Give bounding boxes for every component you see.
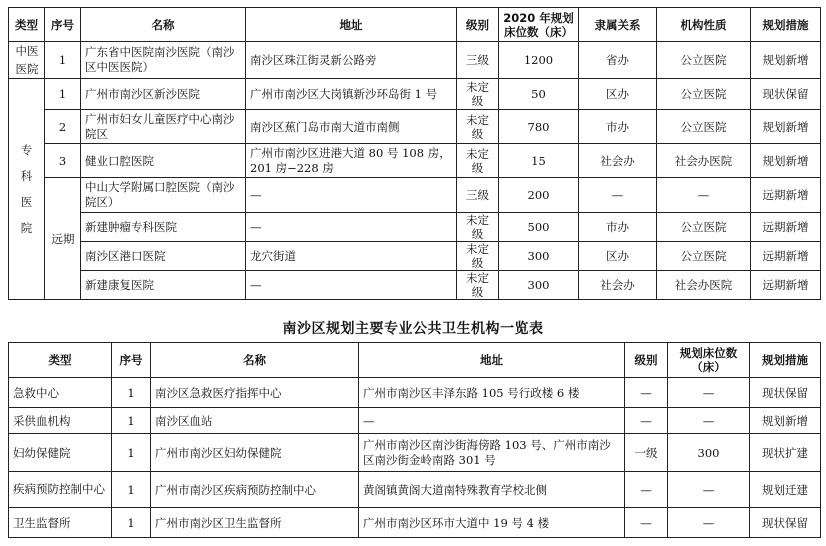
cell-measure: 远期新增 (751, 271, 821, 300)
cell-name: 广州市妇女儿童医疗中心南沙院区 (81, 110, 246, 144)
cell-level: — (625, 378, 668, 408)
header-level: 级别 (457, 8, 499, 42)
cell-level: 未定级 (457, 79, 499, 110)
group-tcm: 中医医院 (15, 44, 39, 76)
cell-nature: 公立医院 (657, 110, 751, 144)
table-row (9, 508, 821, 538)
header-measure: 规划措施 (751, 8, 821, 42)
table-row (9, 110, 821, 144)
cell-measure: 规划新增 (751, 42, 821, 79)
cell-type: 疾病预防控制中心 (9, 472, 112, 508)
cell-affiliation: 市办 (579, 110, 657, 144)
cell-measure: 现状保留 (750, 378, 821, 408)
table-row (9, 472, 821, 508)
cell-address: 广州市南沙区大岗镇新沙环岛街 1 号 (246, 79, 457, 110)
cell-measure: 规划新增 (751, 144, 821, 178)
header-address: 地址 (359, 343, 625, 378)
cell-nature: 公立医院 (657, 79, 751, 110)
header-measure: 规划措施 (750, 343, 821, 378)
cell-measure: 远期新增 (751, 213, 821, 242)
table-row (9, 434, 821, 472)
cell-level: — (625, 408, 668, 434)
cell-level: 未定级 (457, 242, 499, 271)
cell-no: 1 (112, 408, 151, 434)
cell-name: 新建肿瘤专科医院 (81, 213, 246, 242)
cell-level: 未定级 (457, 213, 499, 242)
cell-name: 中山大学附属口腔医院（南沙院区） (81, 178, 246, 213)
cell-affiliation: 省办 (579, 42, 657, 79)
table-header-row (9, 343, 821, 378)
cell-address: 黄阁镇黄阁大道南特殊教育学校北侧 (359, 472, 625, 508)
cell-measure: 现状扩建 (750, 434, 821, 472)
subgroup-long-term-cell (45, 178, 81, 300)
cell-no: 1 (45, 42, 81, 79)
cell-beds: 300 (499, 271, 579, 300)
subgroup-long-term: 远期 (51, 231, 75, 246)
cell-address: 南沙区蕉门岛市南大道市南侧 (246, 110, 457, 144)
cell-nature: 公立医院 (657, 213, 751, 242)
table-row (9, 242, 821, 271)
cell-no: 3 (45, 144, 81, 178)
group-special-cell (9, 79, 45, 300)
cell-beds: 300 (668, 434, 750, 472)
cell-name: 健业口腔医院 (81, 144, 246, 178)
cell-measure: 远期新增 (751, 178, 821, 213)
cell-type: 妇幼保健院 (9, 434, 112, 472)
cell-beds: 15 (499, 144, 579, 178)
table-row (9, 408, 821, 434)
cell-name: 南沙区急救医疗指挥中心 (151, 378, 359, 408)
table-row (9, 271, 821, 300)
cell-name: 广东省中医院南沙医院（南沙区中医医院） (81, 42, 246, 79)
cell-beds: 50 (499, 79, 579, 110)
cell-no: 2 (45, 110, 81, 144)
cell-address: — (246, 213, 457, 242)
cell-address: — (359, 408, 625, 434)
header-beds-line1: 规划床位数 (679, 346, 738, 360)
cell-type: 急救中心 (9, 378, 112, 408)
table-row (9, 79, 821, 110)
header-beds (668, 343, 750, 378)
group-tcm-cell (9, 42, 45, 79)
table2-caption: 南沙区规划主要专业公共卫生机构一览表 (282, 321, 544, 337)
header-affiliation: 隶属关系 (579, 8, 657, 42)
cell-address: 广州市南沙区进港大道 80 号 108 房，201 房−228 房 (246, 144, 457, 178)
cell-beds: 500 (499, 213, 579, 242)
cell-affiliation: 社会办 (579, 144, 657, 178)
cell-nature: 公立医院 (657, 242, 751, 271)
cell-address: — (246, 178, 457, 213)
cell-level: — (625, 472, 668, 508)
header-beds-line2: 床位数（床） (504, 24, 573, 39)
table-row (9, 178, 821, 213)
cell-name: 广州市南沙区卫生监督所 (151, 508, 359, 538)
cell-measure: 现状保留 (750, 508, 821, 538)
hospital-planning-table (8, 7, 821, 300)
cell-beds: 200 (499, 178, 579, 213)
cell-measure: 远期新增 (751, 242, 821, 271)
header-address: 地址 (246, 8, 457, 42)
cell-affiliation: 区办 (579, 242, 657, 271)
cell-measure: 规划迁建 (750, 472, 821, 508)
cell-no: 1 (112, 472, 151, 508)
cell-beds: 300 (499, 242, 579, 271)
cell-no: 1 (112, 378, 151, 408)
header-beds-line2: （床） (691, 360, 726, 374)
cell-type: 卫生监督所 (9, 508, 112, 538)
cell-name: 南沙区港口医院 (81, 242, 246, 271)
header-type: 类型 (9, 343, 112, 378)
cell-nature: 社会办医院 (657, 144, 751, 178)
cell-level: 未定级 (457, 110, 499, 144)
table-row (9, 378, 821, 408)
cell-address: 南沙区珠江街灵新公路旁 (246, 42, 457, 79)
table-row (9, 144, 821, 178)
cell-address: 广州市南沙区南沙街海傍路 103 号、广州市南沙区南沙街金岭南路 301 号 (359, 434, 625, 472)
cell-beds: 1200 (499, 42, 579, 79)
header-level: 级别 (625, 343, 668, 378)
cell-level: 三级 (457, 42, 499, 79)
public-health-institutions-table (8, 342, 821, 538)
cell-nature: 公立医院 (657, 42, 751, 79)
cell-level: 三级 (457, 178, 499, 213)
cell-name: 南沙区血站 (151, 408, 359, 434)
cell-affiliation: — (579, 178, 657, 213)
cell-type: 采供血机构 (9, 408, 112, 434)
header-beds-line1: 2020 年规划 (503, 10, 574, 25)
header-type: 类型 (9, 8, 45, 42)
cell-no: 1 (112, 434, 151, 472)
header-beds (499, 8, 579, 42)
cell-affiliation: 市办 (579, 213, 657, 242)
cell-nature: — (657, 178, 751, 213)
group-special: 专科医院 (20, 143, 33, 235)
header-name: 名称 (81, 8, 246, 42)
cell-measure: 现状保留 (751, 79, 821, 110)
cell-address: 龙穴街道 (246, 242, 457, 271)
cell-no: 1 (112, 508, 151, 538)
header-no: 序号 (45, 8, 81, 42)
cell-affiliation: 区办 (579, 79, 657, 110)
cell-beds: 780 (499, 110, 579, 144)
cell-measure: 规划新增 (751, 110, 821, 144)
cell-address: 广州市南沙区环市大道中 19 号 4 楼 (359, 508, 625, 538)
header-nature: 机构性质 (657, 8, 751, 42)
cell-name: 新建康复医院 (81, 271, 246, 300)
cell-beds: — (668, 408, 750, 434)
table-row (9, 213, 821, 242)
header-name: 名称 (151, 343, 359, 378)
cell-level: 未定级 (457, 144, 499, 178)
cell-no: 1 (45, 79, 81, 110)
cell-nature: 社会办医院 (657, 271, 751, 300)
cell-level: 一级 (625, 434, 668, 472)
cell-address: 广州市南沙区丰泽东路 105 号行政楼 6 楼 (359, 378, 625, 408)
cell-name: 广州市南沙区疾病预防控制中心 (151, 472, 359, 508)
cell-affiliation: 社会办 (579, 271, 657, 300)
table-header-row (9, 8, 821, 42)
cell-measure: 规划新增 (750, 408, 821, 434)
table-row (9, 42, 821, 79)
header-no: 序号 (112, 343, 151, 378)
cell-beds: — (668, 508, 750, 538)
cell-beds: — (668, 472, 750, 508)
cell-beds: — (668, 378, 750, 408)
cell-name: 广州市南沙区新沙医院 (81, 79, 246, 110)
cell-level: 未定级 (457, 271, 499, 300)
cell-name: 广州市南沙区妇幼保健院 (151, 434, 359, 472)
cell-address: — (246, 271, 457, 300)
cell-level: — (625, 508, 668, 538)
